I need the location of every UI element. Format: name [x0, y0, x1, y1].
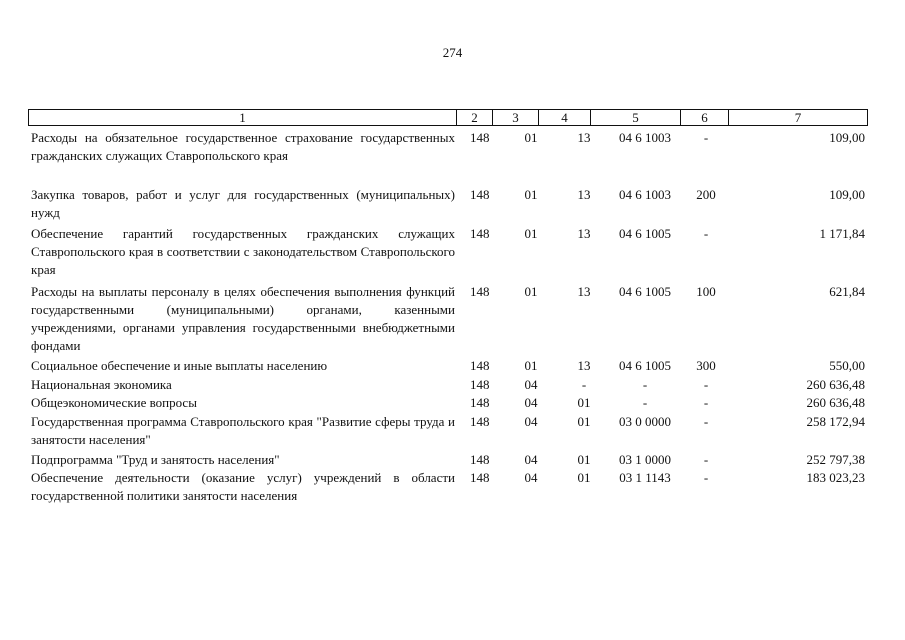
row-col-4: 01 [577, 414, 591, 429]
row-col-3: 04 [524, 470, 538, 485]
row-col-6: - [703, 470, 709, 485]
row-col-2: 148 [470, 414, 490, 429]
row-col-5: 04 6 1003 [619, 187, 671, 202]
row-col-4: 13 [577, 130, 591, 145]
row-col-5: - [642, 377, 648, 392]
row-col-6: - [703, 395, 709, 410]
row-col-7: 252 797,38 [806, 452, 865, 467]
header-col-3: 3 [493, 110, 539, 125]
row-col-6: 200 [696, 187, 716, 202]
row-col-6: 300 [696, 358, 716, 373]
row-col-4: 13 [577, 358, 591, 373]
row-col-2: 148 [470, 187, 490, 202]
header-col-4: 4 [539, 110, 591, 125]
row-name: Подпрограмма "Труд и занятость населения" [31, 452, 280, 467]
row-col-2: 148 [470, 377, 490, 392]
row-col-2: 148 [470, 470, 490, 485]
row-col-3: 04 [524, 377, 538, 392]
row-col-5: 04 6 1005 [619, 226, 671, 241]
page-number: 274 [442, 45, 463, 60]
row-col-2: 148 [470, 284, 490, 299]
row-col-7: 260 636,48 [806, 377, 865, 392]
row-name: Расходы на выплаты персоналу в целях обеспечения выполнения функций государственными (муниципальными) органами, казенными учреждениями, органами управления государственными внебюджетными фондами [31, 284, 455, 353]
row-col-6: - [703, 452, 709, 467]
row-col-3: 04 [524, 395, 538, 410]
table-header [28, 109, 868, 126]
row-name: Национальная экономика [31, 377, 172, 392]
row-col-5: 04 6 1003 [619, 130, 671, 145]
row-col-5: - [642, 395, 648, 410]
row-col-6: 100 [696, 284, 716, 299]
row-col-7: 550,00 [829, 358, 865, 373]
row-col-3: 01 [524, 130, 538, 145]
row-col-5: 03 0 0000 [619, 414, 671, 429]
row-col-7: 621,84 [829, 284, 865, 299]
row-col-3: 01 [524, 284, 538, 299]
row-name: Расходы на обязательное государственное страхование государственных гражданских служащих Ставропольского края [31, 130, 455, 163]
row-name: Обеспечение гарантий государственных гражданских служащих Ставропольского края в соответствии с законодательством Ставропольского края [31, 226, 455, 277]
row-col-4: - [581, 377, 587, 392]
row-col-6: - [703, 130, 709, 145]
row-col-7: 109,00 [829, 187, 865, 202]
row-col-7: 109,00 [829, 130, 865, 145]
row-col-4: 01 [577, 470, 591, 485]
row-col-4: 13 [577, 284, 591, 299]
row-col-3: 01 [524, 358, 538, 373]
row-col-6: - [703, 226, 709, 241]
header-col-1: 1 [29, 110, 457, 125]
row-col-4: 01 [577, 395, 591, 410]
row-name: Общеэкономические вопросы [31, 395, 197, 410]
row-col-7: 260 636,48 [806, 395, 865, 410]
header-col-2: 2 [457, 110, 493, 125]
row-name: Государственная программа Ставропольского края "Развитие сферы труда и занятости населения" [31, 414, 455, 447]
row-col-3: 01 [524, 187, 538, 202]
row-col-2: 148 [470, 358, 490, 373]
row-col-4: 13 [577, 187, 591, 202]
row-col-6: - [703, 377, 709, 392]
row-col-5: 03 1 1143 [619, 470, 671, 485]
row-col-7: 258 172,94 [806, 414, 865, 429]
row-col-5: 03 1 0000 [619, 452, 671, 467]
header-col-6: 6 [681, 110, 729, 125]
row-name: Закупка товаров, работ и услуг для государственных (муниципальных) нужд [31, 187, 455, 220]
row-col-2: 148 [470, 395, 490, 410]
row-col-2: 148 [470, 130, 490, 145]
row-name: Обеспечение деятельности (оказание услуг) учреждений в области государственной политики занятости населения [31, 470, 455, 503]
row-col-4: 13 [577, 226, 591, 241]
row-col-2: 148 [470, 226, 490, 241]
row-col-5: 04 6 1005 [619, 284, 671, 299]
row-col-7: 1 171,84 [819, 226, 865, 241]
row-col-7: 183 023,23 [806, 470, 865, 485]
row-col-6: - [703, 414, 709, 429]
row-col-3: 01 [524, 226, 538, 241]
row-col-5: 04 6 1005 [619, 358, 671, 373]
row-col-3: 04 [524, 452, 538, 467]
row-col-3: 04 [524, 414, 538, 429]
row-col-2: 148 [470, 452, 490, 467]
header-col-5: 5 [591, 110, 681, 125]
header-col-7: 7 [794, 110, 802, 125]
row-col-4: 01 [577, 452, 591, 467]
row-name: Социальное обеспечение и иные выплаты населению [31, 358, 328, 373]
